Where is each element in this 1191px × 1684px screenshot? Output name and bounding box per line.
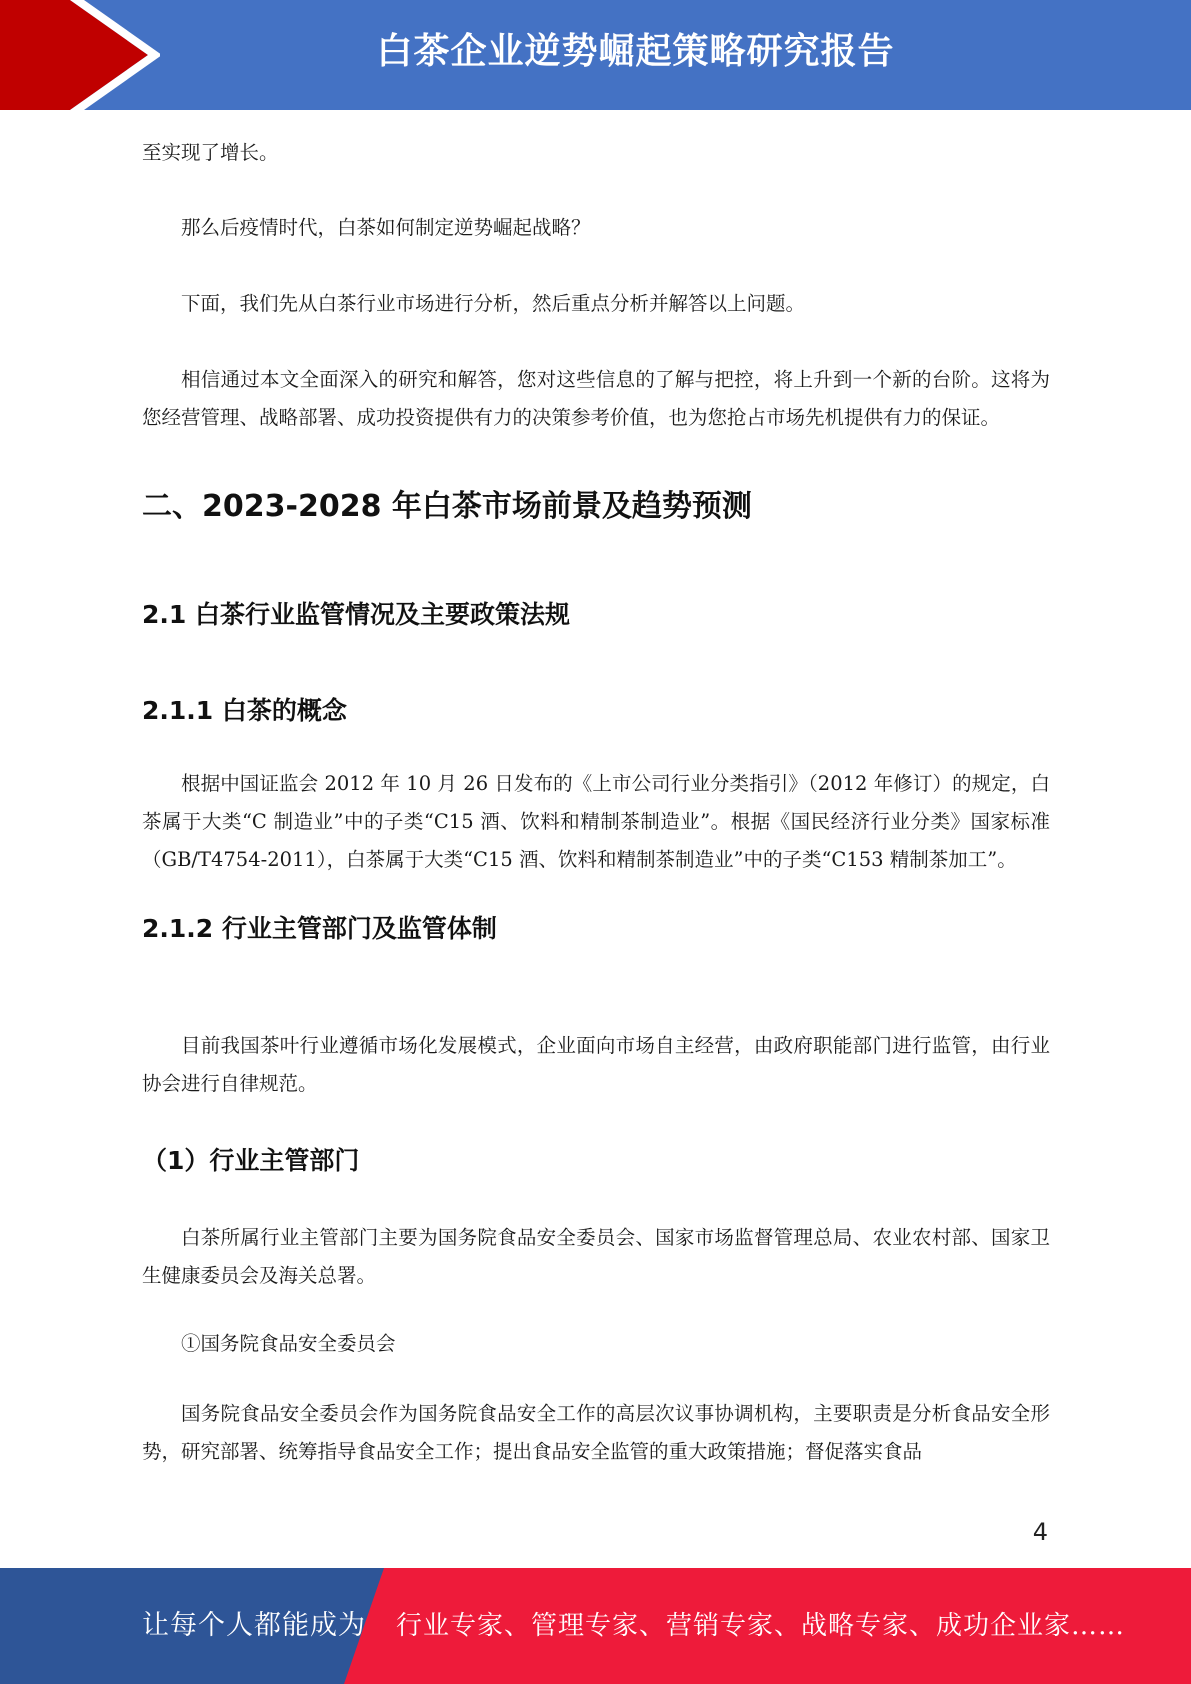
paragraph-question: 那么后疫情时代，白茶如何制定逆势崛起战略？ — [181, 216, 591, 239]
page-footer — [0, 1568, 1191, 1684]
page-content — [142, 130, 1050, 1471]
footer-slogan-left: 让每个人都能成为 — [142, 1610, 366, 1641]
paragraph-dept: 白茶所属行业主管部门主要为国务院食品安全委员会、国家市场监督管理总局、农业农村部、国家卫生健康委员会及海关总署。 — [142, 1226, 1050, 1287]
section-heading-2: 二、2023-2028 年白茶市场前景及趋势预测 — [142, 489, 752, 524]
heading-2-1-2: 2.1.2 行业主管部门及监管体制 — [142, 914, 497, 943]
list-item-1-description: 国务院食品安全委员会作为国务院食品安全工作的高层次议事协调机构，主要职责是分析食品安全形势，研究部署、统筹指导食品安全工作；提出食品安全监管的重大政策措施；督促落实食品 — [142, 1402, 1050, 1463]
page-number: 4 — [1032, 1518, 1048, 1546]
page-header — [0, 0, 1191, 110]
footer-slogan-right: 行业专家、管理专家、营销专家、战略专家、成功企业家…… — [396, 1611, 1126, 1641]
paragraph-regime: 目前我国茶叶行业遵循市场化发展模式，企业面向市场自主经营，由政府职能部门进行监管，由行业协会进行自律规范。 — [142, 1034, 1050, 1095]
list-item-1-title: ①国务院食品安全委员会 — [181, 1332, 396, 1355]
paragraph-concept: 根据中国证监会 2012 年 10 月 26 日发布的《上市公司行业分类指引》（2012 年修订）的规定，白茶属于大类“C 制造业”中的子类“C15 酒、饮料和精制茶制造业”。根据《国民经济行业分类》国家标准（GB/T4754-2011），白茶属于大类“C15 酒、饮料和精制茶制造业”中的子类“C153 精制茶加工”。 — [142, 772, 1050, 871]
heading-2-1-1: 2.1.1 白茶的概念 — [142, 696, 347, 725]
paragraph-continuation: 至实现了增长。 — [142, 141, 279, 164]
paragraph-next: 下面，我们先从白茶行业市场进行分析，然后重点分析并解答以上问题。 — [181, 292, 806, 315]
header-title: 白茶企业逆势崛起策略研究报告 — [376, 31, 895, 72]
paragraph-trust: 相信通过本文全面深入的研究和解答，您对这些信息的了解与把控，将上升到一个新的台阶。这将为您经营管理、战略部署、成功投资提供有力的决策参考价值，也为您抢占市场先机提供有力的保证。 — [142, 368, 1050, 429]
heading-sub-1: （1）行业主管部门 — [142, 1146, 360, 1175]
heading-2-1: 2.1 白茶行业监管情况及主要政策法规 — [142, 600, 570, 629]
